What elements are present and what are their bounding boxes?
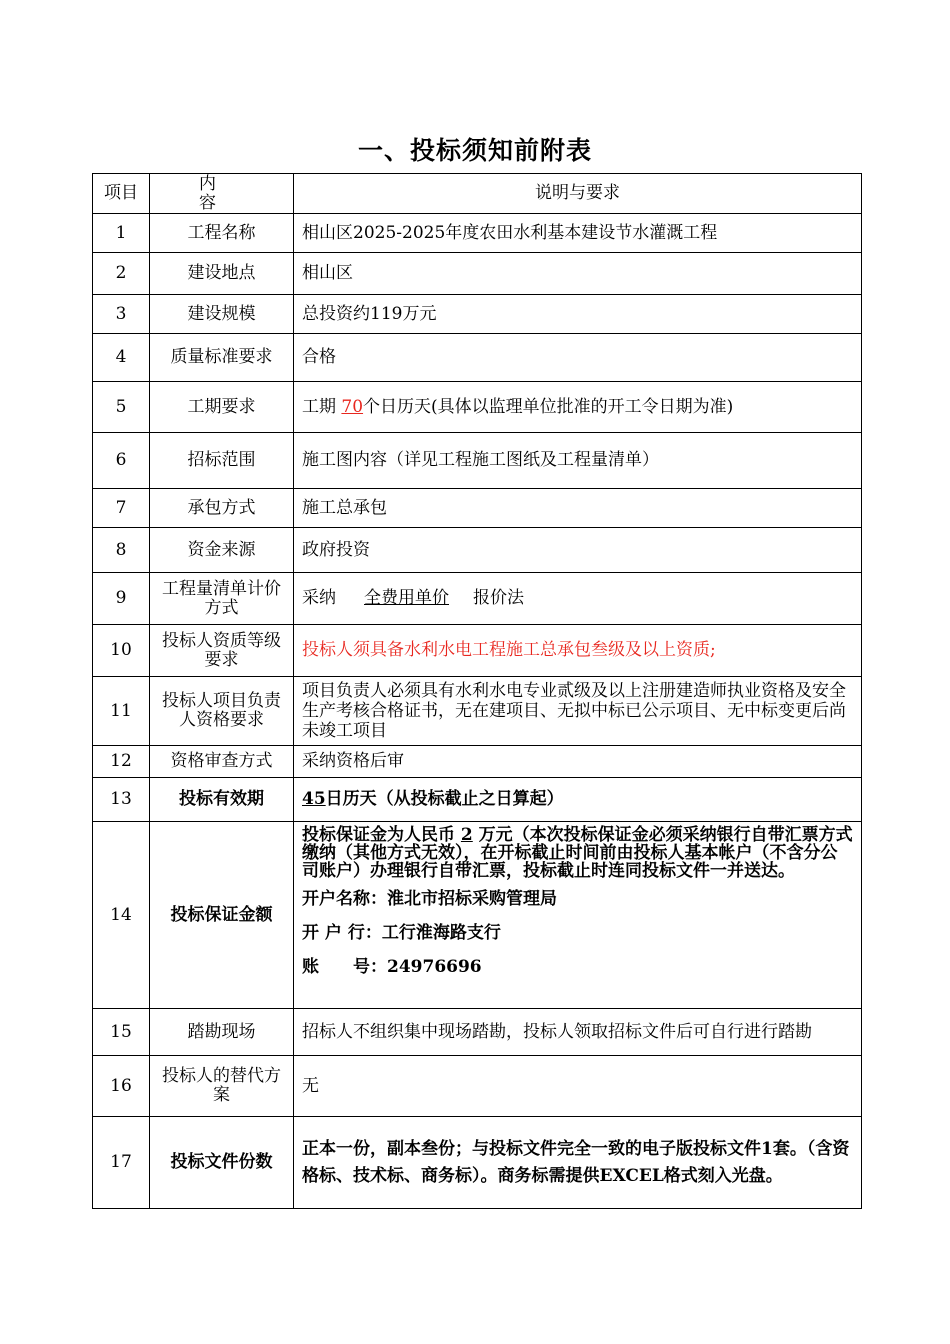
- page-title: 一、投标须知前附表: [357, 136, 592, 165]
- table-row: [93, 746, 862, 778]
- table-row: [93, 489, 862, 528]
- row-desc: 相山区2025-2025年度农田水利基本建设节水灌溉工程: [294, 214, 862, 253]
- row-item: 投标人资质等级要求: [150, 625, 294, 677]
- row-desc: [294, 778, 862, 822]
- row-item: 投标保证金额: [150, 822, 294, 1009]
- deposit-prefix: 投标保证金为人民币: [302, 825, 461, 845]
- header-item-label: 内 容: [199, 173, 289, 213]
- table-row: [93, 253, 862, 295]
- row-desc: 政府投资: [294, 528, 862, 573]
- row-item: 建设地点: [150, 253, 294, 295]
- row-desc: 相山区: [294, 253, 862, 295]
- duration-prefix: 工期: [302, 396, 342, 417]
- row-item: 投标人的替代方案: [150, 1056, 294, 1117]
- row-no: 14: [93, 822, 150, 1009]
- row-desc: [294, 382, 862, 433]
- validity-days: 45: [302, 789, 326, 809]
- row-item: 工程量清单计价方式: [150, 573, 294, 625]
- table-row: [93, 295, 862, 334]
- pricing-suffix: 报价法: [473, 588, 524, 608]
- row-no: 7: [93, 489, 150, 528]
- row-item: 承包方式: [150, 489, 294, 528]
- row-desc: 施工总承包: [294, 489, 862, 528]
- row-no: 5: [93, 382, 150, 433]
- row-no: 9: [93, 573, 150, 625]
- table-row: [93, 573, 862, 625]
- account-name: 开户名称：淮北市招标采购管理局: [302, 889, 557, 909]
- table-row: [93, 528, 862, 573]
- row-no: 16: [93, 1056, 150, 1117]
- row-item: 投标文件份数: [150, 1117, 294, 1209]
- row-item: 踏勘现场: [150, 1009, 294, 1056]
- row-desc: [294, 573, 862, 625]
- requirements-table: [92, 173, 862, 1209]
- row-no: 8: [93, 528, 150, 573]
- row-item: 工程名称: [150, 214, 294, 253]
- table-row: [93, 433, 862, 489]
- table-header-row: [93, 174, 862, 214]
- row-item: 质量标准要求: [150, 334, 294, 382]
- bank-name: 开 户 行：工行淮海路支行: [302, 923, 501, 943]
- row-item: 投标人项目负责人资格要求: [150, 677, 294, 746]
- row-desc: 正本一份，副本叁份；与投标文件完全一致的电子版投标文件1套。（含资格标、技术标、商务标）。商务标需提供EXCEL格式刻入光盘。: [294, 1117, 862, 1209]
- row-no: 1: [93, 214, 150, 253]
- duration-suffix: 个日历天(具体以监理单位批准的开工令日期为准): [363, 396, 734, 417]
- table-row: [93, 1056, 862, 1117]
- row-item: 资格审查方式: [150, 746, 294, 778]
- row-item: 资金来源: [150, 528, 294, 573]
- row-desc: 无: [294, 1056, 862, 1117]
- row-desc: [294, 822, 862, 1009]
- row-item: 招标范围: [150, 433, 294, 489]
- row-item: 投标有效期: [150, 778, 294, 822]
- row-no: 17: [93, 1117, 150, 1209]
- row-no: 12: [93, 746, 150, 778]
- account-number: 账 号：24976696: [302, 957, 482, 977]
- row-desc: 项目负责人必须具有水利水电专业贰级及以上注册建造师执业资格及安全生产考核合格证书，无在建项目、无拟中标已公示项目、无中标变更后尚未竣工项目: [294, 677, 862, 746]
- row-no: 6: [93, 433, 150, 489]
- row-desc: 合格: [294, 334, 862, 382]
- table-row: [93, 677, 862, 746]
- table-row: [93, 1117, 862, 1209]
- table-row: [93, 1009, 862, 1056]
- row-no: 2: [93, 253, 150, 295]
- duration-days: 70: [341, 396, 364, 417]
- row-desc: 施工图内容（详见工程施工图纸及工程量清单）: [294, 433, 862, 489]
- deposit-amount: 2: [460, 825, 473, 845]
- row-desc: 总投资约119万元: [294, 295, 862, 334]
- pricing-prefix: 采纳: [302, 588, 336, 608]
- table-row: [93, 214, 862, 253]
- row-no: 11: [93, 677, 150, 746]
- row-no: 15: [93, 1009, 150, 1056]
- table-row: [93, 382, 862, 433]
- pricing-method: 全费用单价: [364, 588, 449, 608]
- table-row: [93, 822, 862, 1009]
- row-no: 13: [93, 778, 150, 822]
- row-desc: 投标人须具备水利水电工程施工总承包叁级及以上资质;: [294, 625, 862, 677]
- row-desc: 招标人不组织集中现场踏勘，投标人领取招标文件后可自行进行踏勘: [294, 1009, 862, 1056]
- row-no: 3: [93, 295, 150, 334]
- row-no: 10: [93, 625, 150, 677]
- header-no: 项目: [93, 174, 150, 214]
- validity-suffix: 日历天（从投标截止之日算起）: [325, 789, 564, 809]
- table-row: [93, 778, 862, 822]
- row-item: 工期要求: [150, 382, 294, 433]
- table-row: [93, 625, 862, 677]
- header-item: [150, 174, 294, 214]
- row-item: 建设规模: [150, 295, 294, 334]
- header-desc: 说明与要求: [294, 174, 862, 214]
- deposit-suffix: 万元（本次投标保证金必须采纳银行自带汇票方式缴纳（其他方式无效），在开标截止时间前由投标人基本帐户（不含分公司账户）办理银行自带汇票，投标截止时连同投标文件一并送达。: [302, 825, 853, 881]
- table-row: [93, 334, 862, 382]
- row-no: 4: [93, 334, 150, 382]
- row-desc: 采纳资格后审: [294, 746, 862, 778]
- deposit-text: [302, 826, 853, 880]
